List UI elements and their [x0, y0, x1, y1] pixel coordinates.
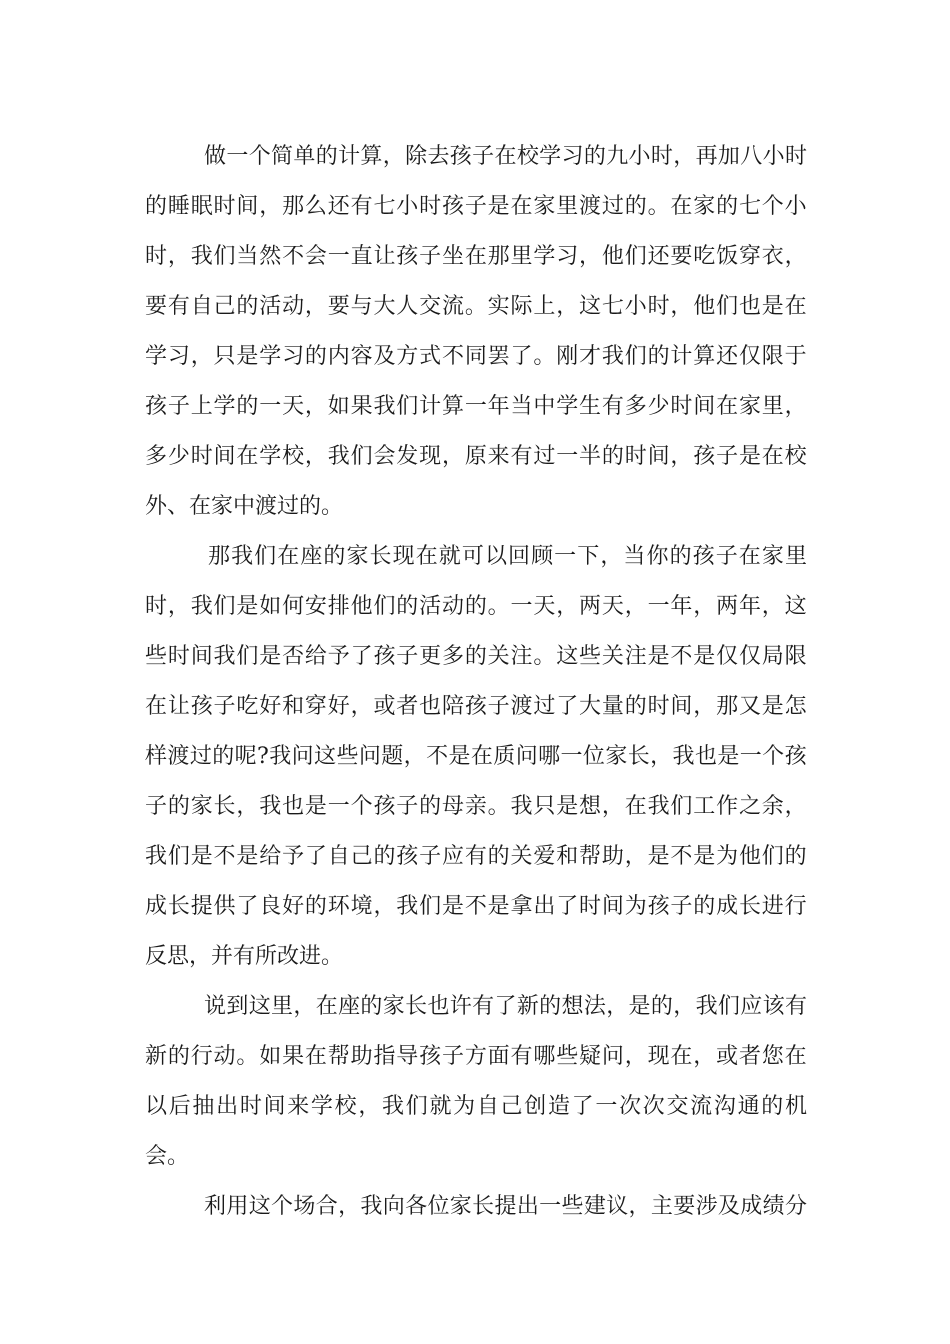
text-line: 以 后 抽 出 时 间 来 学 校 ， 我 们 就 为 自 己 创 造 了 一 次 次 交 流 沟 通 的 机	[145, 1094, 807, 1119]
text-line: 在 让 孩 子 吃 好 和 穿 好 ， 或 者 也 陪 孩 子 渡 过 了 大 量 的 时 间 ， 那 又 是 怎	[145, 694, 807, 719]
text-line: 孩 子 上 学 的 一 天 ， 如 果 我 们 计 算 一 年 当 中 学 生 有 多 少 时 间 在 家 里 ，	[145, 394, 807, 419]
text-line: 子 的 家 长 ， 我 也 是 一 个 孩 子 的 母 亲 。 我 只 是 想 ， 在 我 们 工 作 之 余 ，	[145, 794, 807, 819]
text-line: 些 时 间 我 们 是 否 给 予 了 孩 子 更 多 的 关 注 。 这 些 关 注 是 不 是 仅 仅 局 限	[145, 644, 807, 669]
text-line: 的 睡 眠 时 间 ， 那 么 还 有 七 小 时 孩 子 是 在 家 里 渡 过 的 。 在 家 的 七 个 小	[145, 194, 807, 219]
text-line: 做 一 个 简 单 的 计 算 ， 除 去 孩 子 在 校 学 习 的 九 小 时 ， 再 加 八 小 时	[204, 144, 807, 169]
paragraph-4	[145, 1182, 807, 1232]
text-line: 时 ， 我 们 当 然 不 会 一 直 让 孩 子 坐 在 那 里 学 习 ， 他 们 还 要 吃 饭 穿 衣 ，	[145, 244, 807, 269]
text-line: 利 用 这 个 场 合 ， 我 向 各 位 家 长 提 出 一 些 建 议 ， 主 要 涉 及 成 绩 分	[204, 1194, 807, 1219]
text-line: 时 ， 我 们 是 如 何 安 排 他 们 的 活 动 的 。 一 天 ， 两 天 ， 一 年 ， 两 年 ， 这	[145, 594, 807, 619]
text-line: 会。	[145, 1144, 190, 1169]
text-line: 样 渡 过 的 呢 ? 我 问 这 些 问 题 ， 不 是 在 质 问 哪 一 位 家 长 ， 我 也 是 一 个 孩	[145, 744, 807, 769]
text-line: 要 有 自 己 的 活 动 ， 要 与 大 人 交 流 。 实 际 上 ， 这 七 小 时 ， 他 们 也 是 在	[145, 294, 807, 319]
text-line: 多 少 时 间 在 学 校 ， 我 们 会 发 现 ， 原 来 有 过 一 半 的 时 间 ， 孩 子 是 在 校	[145, 444, 807, 469]
text-line: 成 长 提 供 了 良 好 的 环 境 ， 我 们 是 不 是 拿 出 了 时 间 为 孩 子 的 成 长 进 行	[145, 894, 807, 919]
paragraph-1	[145, 132, 807, 532]
paragraph-3	[145, 982, 807, 1182]
text-line: 那 我 们 在 座 的 家 长 现 在 就 可 以 回 顾 一 下 ， 当 你 的 孩 子 在 家 里	[208, 544, 807, 569]
text-line: 我 们 是 不 是 给 予 了 自 己 的 孩 子 应 有 的 关 爱 和 帮 助 ， 是 不 是 为 他 们 的	[145, 844, 807, 869]
text-line: 反思，并有所改进。	[145, 944, 344, 969]
text-line: 说 到 这 里 ， 在 座 的 家 长 也 许 有 了 新 的 想 法 ， 是 的 ， 我 们 应 该 有	[204, 994, 807, 1019]
paragraph-2	[145, 532, 807, 982]
text-line: 外、在家中渡过的。	[145, 494, 344, 519]
document-body	[145, 132, 807, 1232]
text-line: 学 习 ， 只 是 学 习 的 内 容 及 方 式 不 同 罢 了 。 刚 才 我 们 的 计 算 还 仅 限 于	[145, 344, 807, 369]
text-line: 新 的 行 动 。 如 果 在 帮 助 指 导 孩 子 方 面 有 哪 些 疑 问 ， 现 在 ， 或 者 您 在	[145, 1044, 807, 1069]
